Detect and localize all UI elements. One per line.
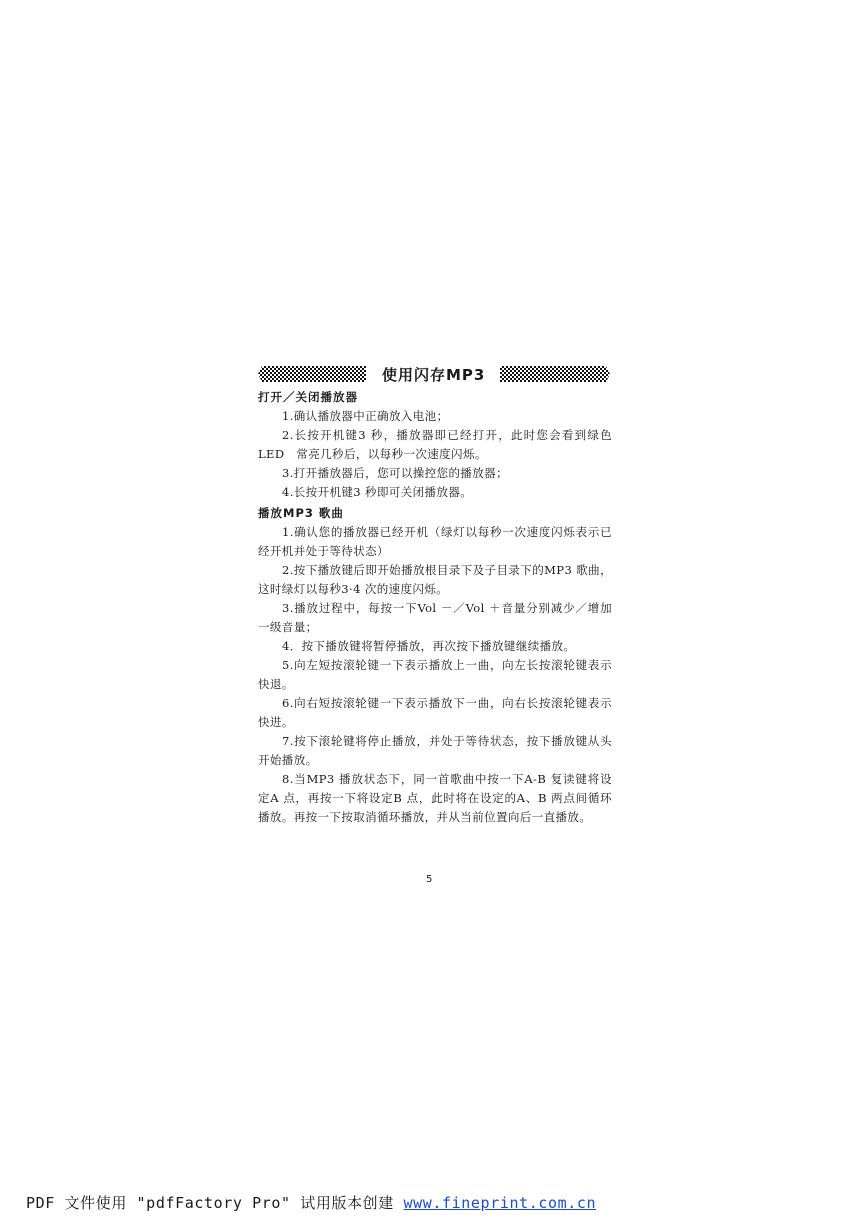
section-play — [258, 503, 612, 827]
section-heading: 打开／关闭播放器 — [258, 390, 358, 404]
paragraph: 8.当MP3 播放状态下，同一首歌曲中按一下A-B 复读键将设定A 点，再按一下将设定B 点，此时将在设定的A、B 两点间循环播放。再按一下按取消循环播放，并从当前位置向后一直播放。 — [258, 772, 612, 824]
manual-page — [258, 362, 612, 827]
page-title: 使用闪存MP3 — [382, 366, 486, 384]
checker-decoration-right — [500, 366, 610, 382]
paragraph: 7.按下滚轮键将停止播放，并处于等待状态，按下播放键从头开始播放。 — [258, 734, 612, 767]
section-power — [258, 387, 612, 502]
paragraph: 3.打开播放器后，您可以操控您的播放器； — [282, 466, 508, 480]
checker-decoration-left — [258, 366, 366, 382]
paragraph: 3.播放过程中，每按一下Vol －／Vol ＋音量分别减少／增加一级音量； — [258, 601, 612, 634]
paragraph: 1.确认播放器中正确放入电池； — [282, 409, 449, 423]
section-heading: 播放MP3 歌曲 — [258, 506, 344, 520]
paragraph: 2.长按开机键3 秒，播放器即已经打开，此时您会看到绿色LED 常亮几秒后，以每秒一次速度闪烁。 — [258, 428, 612, 461]
paragraph: 5.向左短按滚轮键一下表示播放上一曲，向左长按滚轮键表示快退。 — [258, 658, 612, 691]
pdf-footer — [26, 1192, 596, 1213]
paragraph: 6.向右短按滚轮键一下表示播放下一曲，向右长按滚轮键表示快进。 — [258, 696, 612, 729]
footer-text: PDF 文件使用 "pdfFactory Pro" 试用版本创建 — [26, 1194, 404, 1212]
paragraph: 2.按下播放键后即开始播放根目录下及子目录下的MP3 歌曲，这时绿灯以每秒3·4 次的速度闪烁。 — [258, 563, 612, 596]
paragraph: 4．按下播放键将暂停播放，再次按下播放键继续播放。 — [282, 639, 576, 653]
page-number: 5 — [426, 874, 433, 885]
paragraph: 1.确认您的播放器已经开机（绿灯以每秒一次速度闪烁表示已经开机并处于等待状态） — [258, 525, 612, 558]
footer-link[interactable]: www.fineprint.com.cn — [403, 1194, 597, 1212]
title-banner — [258, 362, 612, 386]
paragraph: 4.长按开机键3 秒即可关闭播放器。 — [282, 485, 473, 499]
